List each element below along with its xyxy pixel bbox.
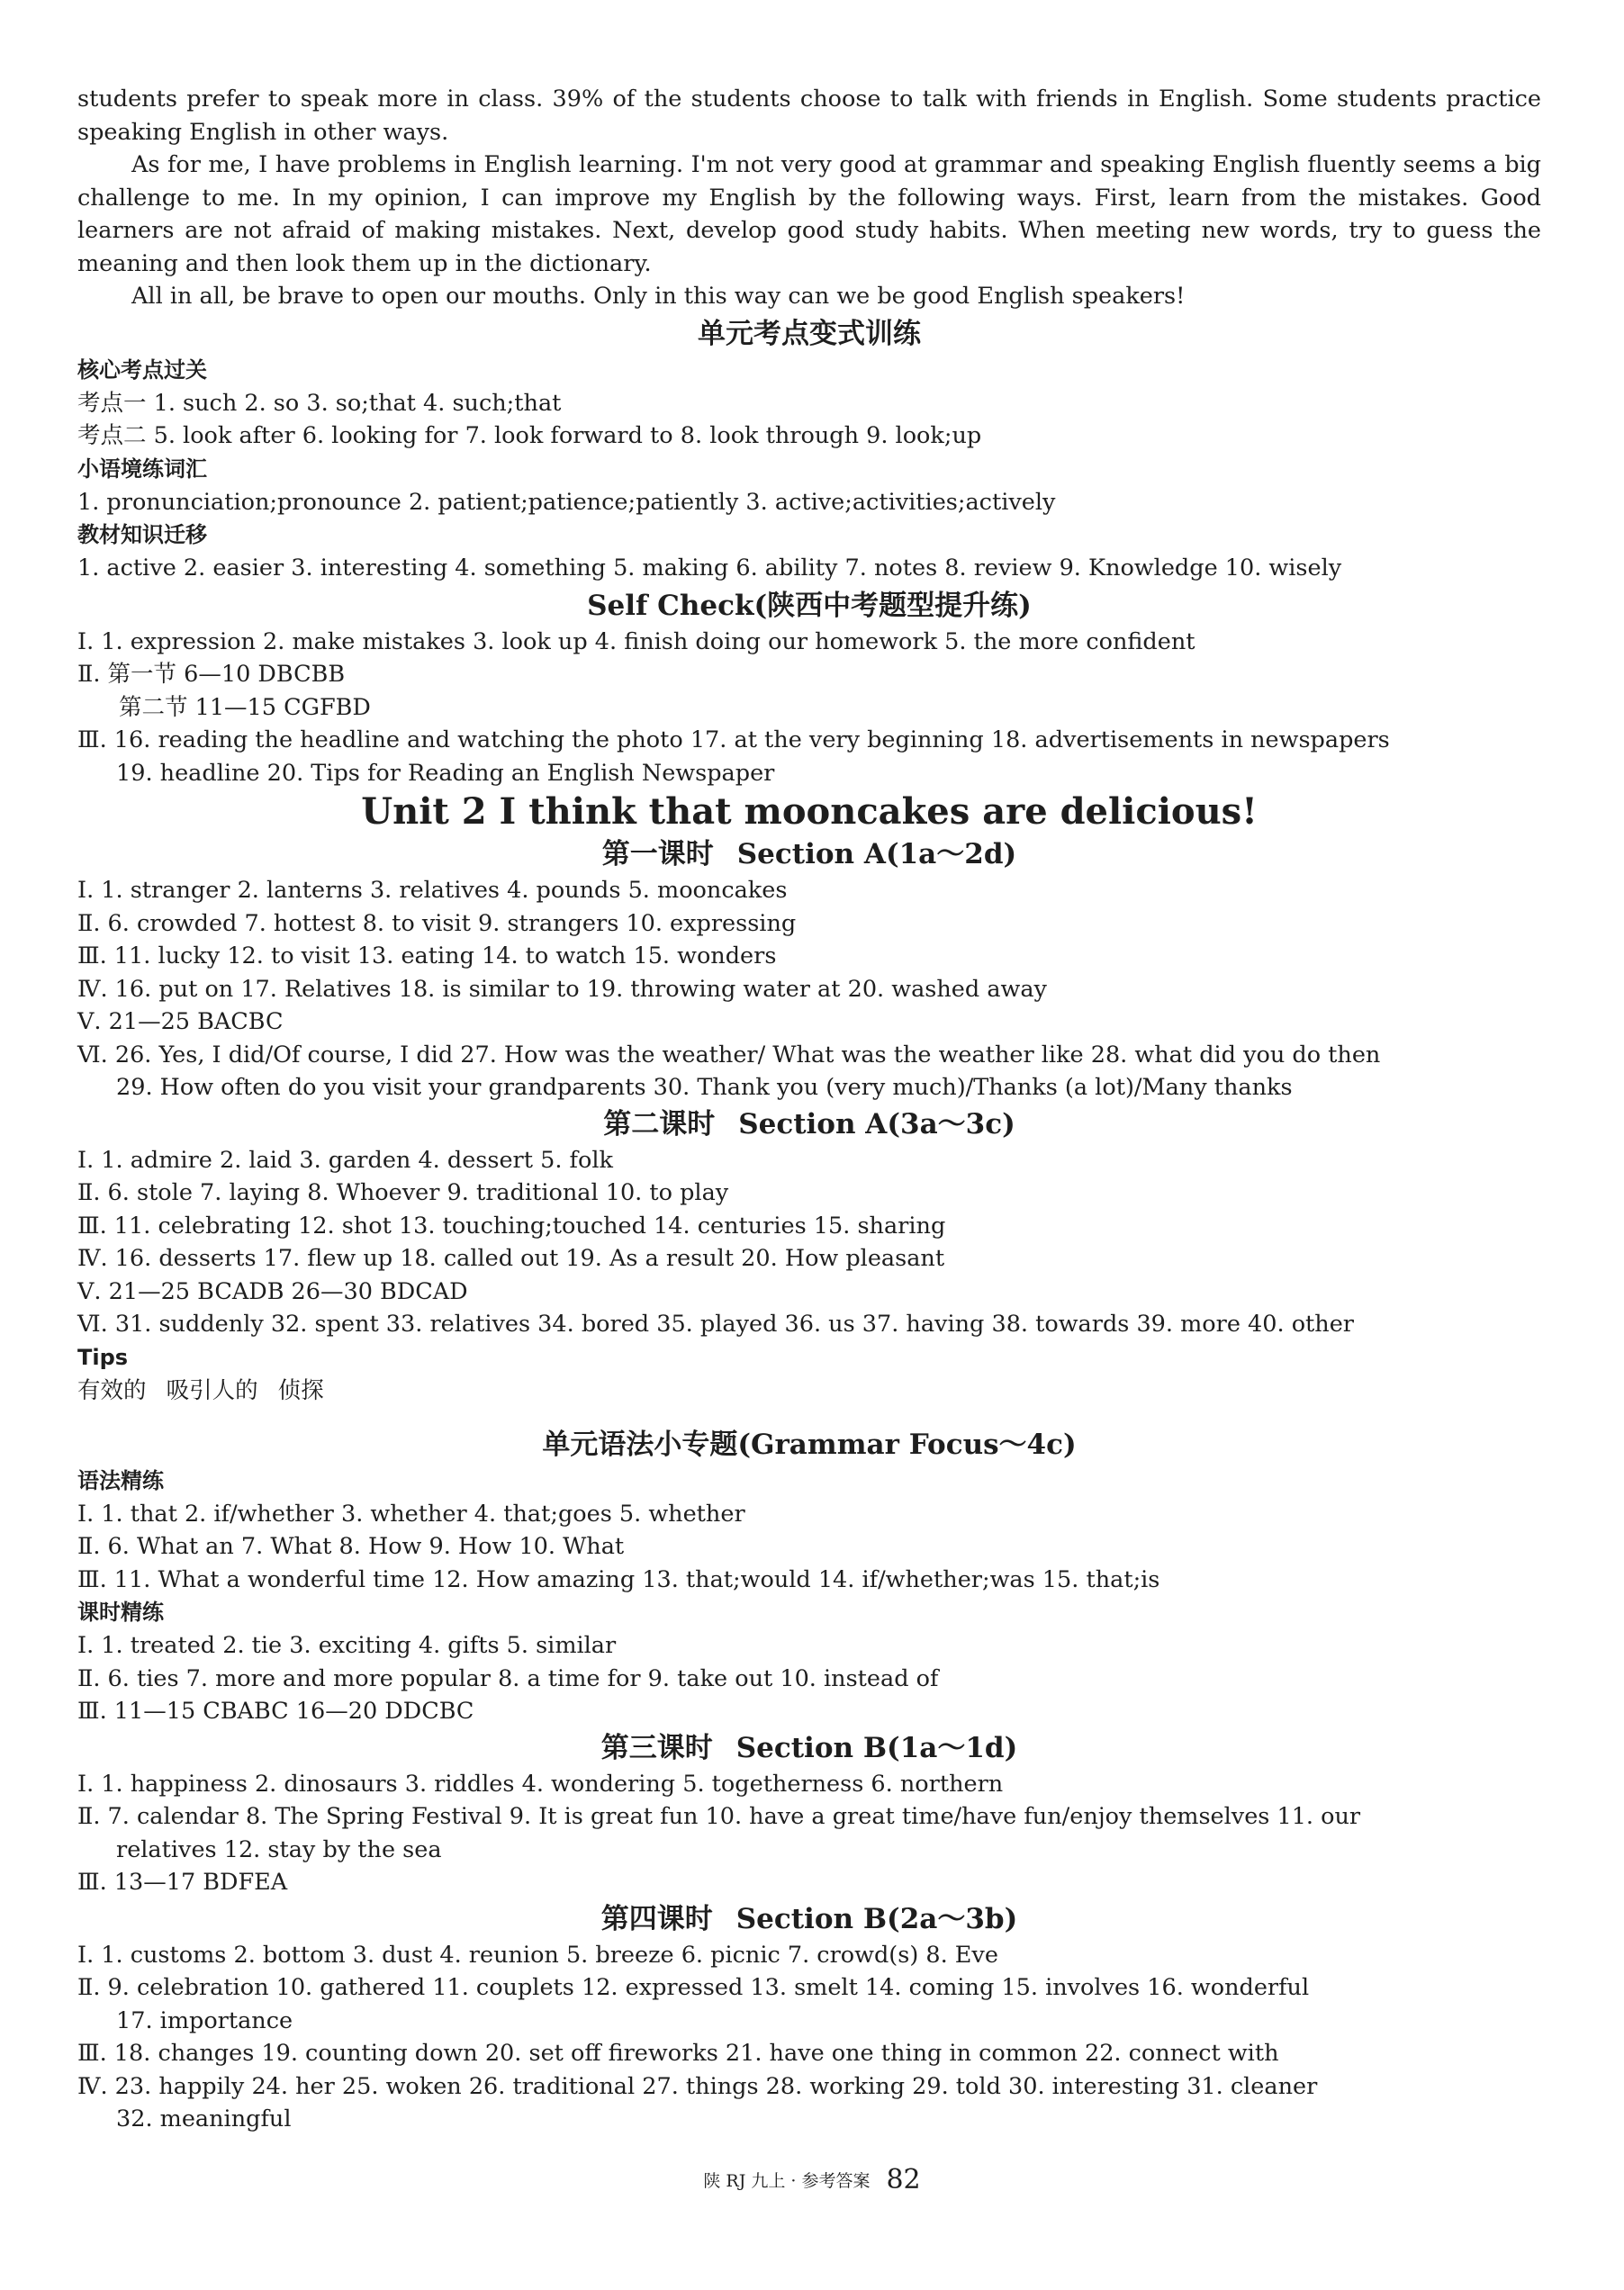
subsection-label: 小语境练词汇 [77, 455, 207, 482]
answer-line: Ⅲ. 11. lucky 12. to visit 13. eating 14. to watch 15. wonders [77, 942, 777, 969]
page-content [77, 83, 1541, 2136]
essay-paragraph: All in all, be brave to open our mouths. Only in this way can we be good English speakers! [131, 283, 1186, 310]
answer-line: Ⅰ. 1. expression 2. make mistakes 3. look up 4. finish doing our homework 5. the more confident [77, 627, 1195, 655]
section-title: 单元语法小专题(Grammar Focus～4c) [542, 1428, 1077, 1461]
answer-line: Ⅵ. 31. suddenly 32. spent 33. relatives 34. bored 35. played 36. us 37. having 38. towards 39. more 40. other [77, 1311, 1355, 1338]
answer-line: Ⅵ. 26. Yes, I did/Of course, I did 27. How was the weather/ What was the weather like 28. what did you do then [77, 1041, 1381, 1068]
lesson-number: 第二课时 [603, 1107, 716, 1140]
subsection-label: 语法精练 [77, 1467, 164, 1493]
spacer [77, 1408, 1541, 1424]
lesson-number: 第三课时 [600, 1731, 713, 1764]
tips-label: Tips [77, 1344, 129, 1370]
answer-line: 1. pronunciation;pronounce 2. patient;patience;patiently 3. active;activities;actively [77, 488, 1056, 516]
answer-line: 32. meaningful [116, 2105, 292, 2132]
answer-line: Ⅱ. 7. calendar 8. The Spring Festival 9. It is great fun 10. have a great time/have fun/enjoy themselves 11. our [77, 1803, 1361, 1830]
answer-line: Ⅰ. 1. admire 2. laid 3. garden 4. dessert 5. folk [77, 1146, 613, 1174]
answer-line: Ⅱ. 6. stole 7. laying 8. Whoever 9. traditional 10. to play [77, 1179, 729, 1206]
essay-paragraph: As for me, I have problems in English learning. I'm not very good at grammar and speaking English fluently seems a big challenge to me. In my opinion, I can improve my English by the following ways. First, learn from the mistakes. Good learners are not afraid of making mistakes. Next, develop good study habits. When meeting new words, try to guess the meaning and then look them up in the dictionary. [77, 151, 1541, 277]
tips-text: 有效的 吸引人的 侦探 [77, 1376, 324, 1404]
lesson-number: 第四课时 [600, 1902, 713, 1935]
section-title: 单元考点变式训练 [698, 317, 921, 350]
answer-line: Ⅲ. 18. changes 19. counting down 20. set off fireworks 21. have one thing in common 22. connect with [77, 2040, 1279, 2067]
page-footer [0, 2164, 1624, 2195]
answer-line: Ⅳ. 23. happily 24. her 25. woken 26. traditional 27. things 28. working 29. told 30. interesting 31. cleaner [77, 2072, 1318, 2100]
lesson-heading [77, 834, 1541, 874]
lesson-section: Section B(1a～1d) [735, 1731, 1018, 1764]
lesson-heading [77, 1728, 1541, 1768]
answer-line: Ⅰ. 1. happiness 2. dinosaurs 3. riddles 4. wondering 5. togetherness 6. northern [77, 1770, 1004, 1798]
page-number: 82 [886, 2164, 921, 2195]
answer-line: 17. importance [116, 2006, 293, 2034]
answer-line: Ⅰ. 1. that 2. if/whether 3. whether 4. that;goes 5. whether [77, 1500, 745, 1528]
answer-line: 19. headline 20. Tips for Reading an English Newspaper [116, 759, 775, 787]
answer-line: Ⅱ. 第一节 6—10 DBCBB [77, 661, 346, 688]
lesson-heading [77, 1899, 1541, 1939]
essay-paragraph: students prefer to speak more in class. 39% of the students choose to talk with friends in English. Some students practice speaking English in other ways. [77, 86, 1541, 146]
answer-line: Ⅲ. 13—17 BDFEA [77, 1869, 288, 1896]
answer-line: 第二节 11—15 CGFBD [119, 693, 371, 721]
answer-line: Ⅰ. 1. treated 2. tie 3. exciting 4. gifts 5. similar [77, 1632, 617, 1659]
answer-line: Ⅳ. 16. desserts 17. flew up 18. called out 19. As a result 20. How pleasant [77, 1245, 945, 1272]
subsection-label: 核心考点过关 [77, 356, 207, 383]
answer-line: Ⅱ. 6. crowded 7. hottest 8. to visit 9. strangers 10. expressing [77, 909, 797, 937]
answer-line: Ⅲ. 16. reading the headline and watching the photo 17. at the very beginning 18. advertisements in newspapers [77, 726, 1390, 753]
answer-line: Ⅲ. 11—15 CBABC 16—20 DDCBC [77, 1698, 474, 1725]
answer-line: Ⅲ. 11. What a wonderful time 12. How amazing 13. that;would 14. if/whether;was 15. that;is [77, 1565, 1160, 1593]
answer-line: Ⅲ. 11. celebrating 12. shot 13. touching;touched 14. centuries 15. sharing [77, 1212, 946, 1240]
answer-line: Ⅰ. 1. customs 2. bottom 3. dust 4. reunion 5. breeze 6. picnic 7. crowd(s) 8. Eve [77, 1941, 998, 1969]
answer-line: 29. How often do you visit your grandparents 30. Thank you (very much)/Thanks (a lot)/Many thanks [116, 1074, 1293, 1101]
subsection-label: 课时精练 [77, 1600, 164, 1625]
lesson-number: 第一课时 [601, 838, 714, 870]
answer-line: relatives 12. stay by the sea [116, 1835, 442, 1863]
unit-title: Unit 2 I think that mooncakes are delicious! [361, 790, 1258, 833]
answer-line: Ⅱ. 6. What an 7. What 8. How 9. How 10. What [77, 1533, 625, 1560]
answer-line: Ⅳ. 16. put on 17. Relatives 18. is similar to 19. throwing water at 20. washed away [77, 975, 1047, 1003]
answer-line: Ⅱ. 6. ties 7. more and more popular 8. a time for 9. take out 10. instead of [77, 1664, 939, 1692]
lesson-section: Section B(2a～3b) [735, 1902, 1018, 1935]
answer-line: Ⅴ. 21—25 BCADB 26—30 BDCAD [77, 1277, 468, 1305]
answer-line: Ⅱ. 9. celebration 10. gathered 11. couplets 12. expressed 13. smelt 14. coming 15. involves 16. wonderful [77, 1974, 1310, 2001]
answer-line: 1. active 2. easier 3. interesting 4. something 5. making 6. ability 7. notes 8. review 9. Knowledge 10. wisely [77, 554, 1342, 582]
footer-caption: 陕 RJ 九上 · 参考答案 [703, 2171, 871, 2191]
lesson-heading [77, 1104, 1541, 1144]
answer-line: Ⅰ. 1. stranger 2. lanterns 3. relatives 4. pounds 5. mooncakes [77, 877, 788, 904]
section-title: Self Check(陕西中考题型提升练) [587, 589, 1032, 622]
answer-line: Ⅴ. 21—25 BACBC [77, 1008, 284, 1035]
subsection-label: 教材知识迁移 [77, 522, 207, 547]
answer-line: 考点二 5. look after 6. looking for 7. look forward to 8. look through 9. look;up [77, 422, 982, 449]
lesson-section: Section A(1a～2d) [736, 838, 1017, 870]
answer-line: 考点一 1. such 2. so 3. so;that 4. such;that [77, 389, 562, 417]
lesson-section: Section A(3a～3c) [738, 1107, 1015, 1140]
